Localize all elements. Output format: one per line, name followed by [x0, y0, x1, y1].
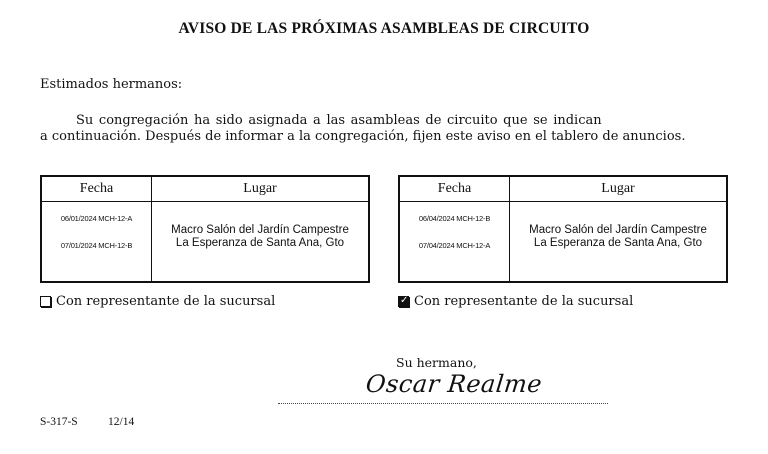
- header-date: Fecha: [399, 176, 510, 202]
- assembly-table-1: [40, 175, 370, 283]
- place-line-2: La Esperanza de Santa Ana, Gto: [533, 237, 703, 249]
- place-cell: [152, 202, 370, 283]
- header-date: Fecha: [41, 176, 152, 202]
- place-line-2: La Esperanza de Santa Ana, Gto: [175, 237, 345, 249]
- checkbox-unchecked-icon[interactable]: [40, 296, 51, 307]
- assembly-date: 07/04/2024 MCH-12-A: [418, 241, 491, 250]
- form-code: S-317-S: [40, 416, 78, 428]
- assembly-date: 06/01/2024 MCH-12-A: [60, 214, 133, 223]
- place-line-1: Macro Salón del Jardín Campestre: [529, 224, 707, 236]
- dates-cell: [399, 202, 510, 283]
- checkbox-checked-icon[interactable]: [398, 296, 409, 307]
- intro-line-1: Su congregación ha sido asignada a las asambleas de circuito que se indican: [76, 113, 602, 128]
- checkmark-icon: ✓: [400, 295, 409, 306]
- representative-label: Con representante de la sucursal: [56, 294, 276, 309]
- assembly-table-2: [398, 175, 728, 283]
- dates-cell: [41, 202, 152, 283]
- intro-line-2: a continuación. Después de informar a la congregación, fijen este aviso en el tablero de anuncios.: [40, 129, 686, 144]
- assembly-date: 06/04/2024 MCH-12-B: [418, 214, 491, 223]
- intro-paragraph: [40, 113, 740, 145]
- header-place: Lugar: [152, 176, 370, 202]
- greeting: Estimados hermanos:: [40, 77, 183, 92]
- closing: Su hermano,: [396, 355, 477, 370]
- signature-line: [278, 403, 608, 404]
- place-line-1: Macro Salón del Jardín Campestre: [171, 224, 349, 236]
- representative-label: Con representante de la sucursal: [414, 294, 634, 309]
- place-cell: [510, 202, 728, 283]
- form-date: 12/14: [108, 416, 135, 428]
- representative-option-2: [398, 294, 633, 309]
- header-place: Lugar: [510, 176, 728, 202]
- document-title: AVISO DE LAS PRÓXIMAS ASAMBLEAS DE CIRCUITO: [178, 20, 590, 37]
- signature: Oscar Realme: [364, 370, 544, 398]
- assembly-date: 07/01/2024 MCH-12-B: [60, 241, 133, 250]
- representative-option-1: [40, 294, 275, 309]
